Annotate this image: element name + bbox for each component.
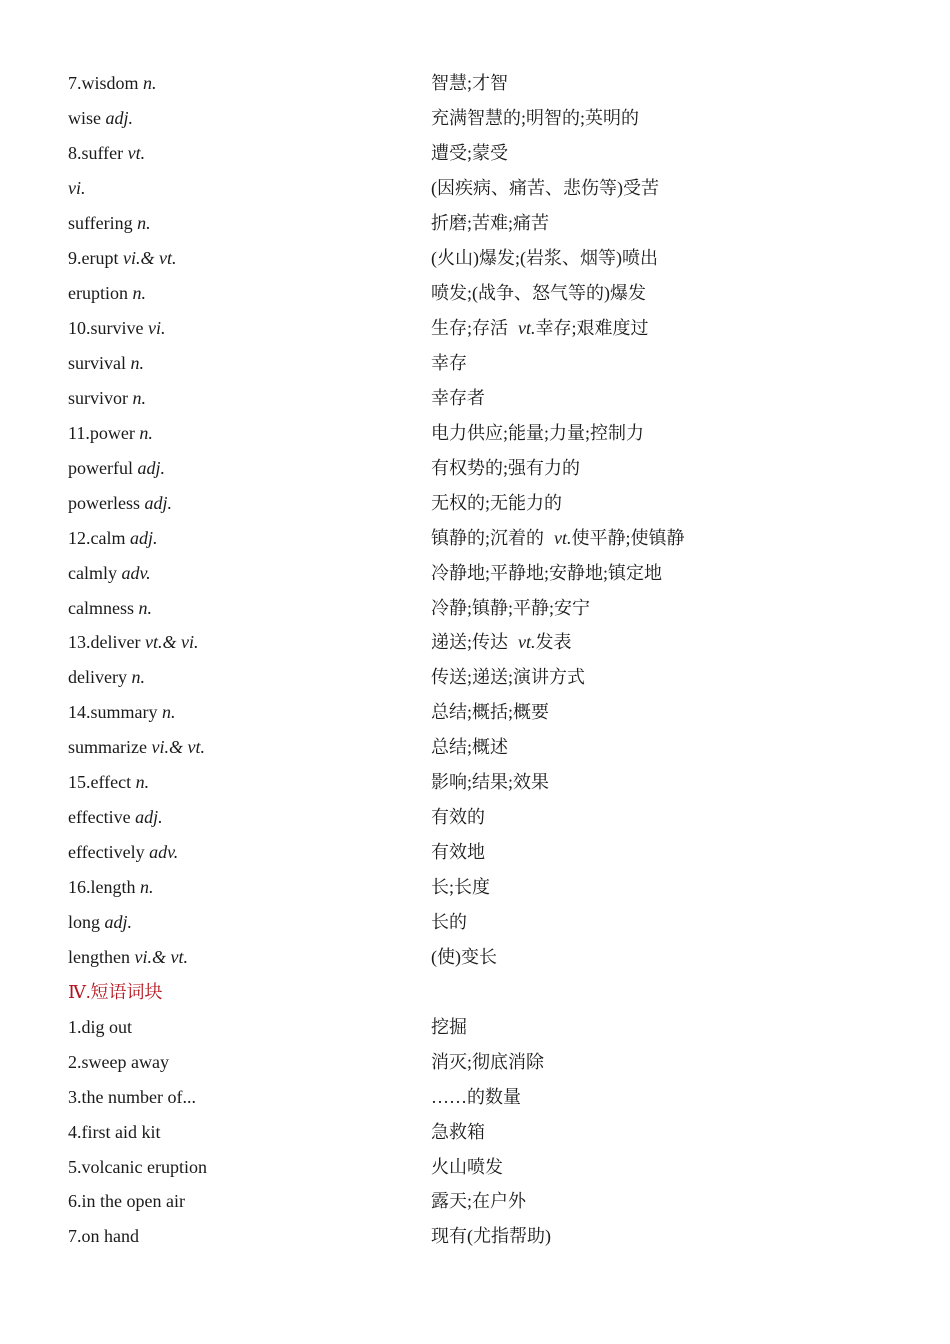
vocab-row [68,695,888,730]
phrase-meaning: 火山喷发 [431,1156,503,1177]
vocab-meaning: 有权势的;强有力的 [431,457,581,478]
word-text: delivery [68,667,127,688]
part-of-speech: vt. [127,143,146,164]
vocab-word [68,597,431,619]
vocab-meaning: 传送;递送;演讲方式 [431,667,586,688]
vocab-word [68,212,431,234]
vocab-row [68,171,888,206]
part-of-speech: n. [143,73,157,94]
vocab-row [68,870,888,905]
phrase-row [68,1079,888,1114]
phrase-meaning: 挖掘 [431,1016,467,1037]
part-of-speech: adj. [137,457,165,478]
word-text: powerless [68,492,140,513]
extra-meaning-text: 幸存;艰难度过 [535,318,649,339]
vocab-meaning: 有效地 [431,842,485,863]
extra-part-of-speech: vt. [518,318,536,339]
meaning-text: 镇静的;沉着的 [431,527,545,548]
vocab-word [68,247,431,269]
vocab-word [68,457,431,479]
vocab-row [68,206,888,241]
part-of-speech: adj. [144,492,172,513]
phrase-row [68,1149,888,1184]
vocab-meaning [431,631,888,653]
vocab-row [68,730,888,765]
part-of-speech: adj. [104,911,133,932]
vocab-row [68,625,888,660]
vocab-word [68,562,431,584]
vocab-word [68,177,431,199]
vocab-meaning: 幸存 [431,352,467,373]
vocab-row [68,520,888,555]
vocab-word [68,422,431,444]
vocab-row [68,660,888,695]
vocab-meaning: 有效的 [431,807,485,828]
word-text: 16.length [68,877,136,898]
phrase-meaning: 消灭;彻底消除 [431,1051,545,1072]
part-of-speech: adv. [149,842,179,863]
extra-part-of-speech: vt. [518,632,536,653]
vocab-word [68,806,431,828]
phrase-text: 7.on hand [68,1226,139,1247]
part-of-speech: n. [140,877,154,898]
vocab-meaning: (火山)爆发;(岩浆、烟等)喷出 [431,248,658,269]
extra-part-of-speech: vt. [554,527,572,548]
phrase-text: 6.in the open air [68,1191,185,1212]
part-of-speech: adj. [135,807,163,828]
vocab-word [68,142,431,164]
part-of-speech: n. [132,283,146,304]
vocab-word [68,72,431,94]
word-text: eruption [68,283,128,304]
part-of-speech: vi.& vt. [151,737,205,758]
vocab-word [68,736,431,758]
word-text: effective [68,807,131,828]
vocab-meaning: 电力供应;能量;力量;控制力 [431,422,645,443]
vocab-meaning [431,527,888,549]
vocab-row [68,800,888,835]
vocab-row [68,485,888,520]
vocab-meaning: (因疾病、痛苦、悲伤等)受苦 [431,178,659,199]
part-of-speech: vi.& vt. [122,248,177,269]
vocab-meaning: 影响;结果;效果 [431,772,550,793]
vocab-word [68,841,431,863]
vocab-meaning: 充满智慧的;明智的;英明的 [431,108,640,129]
section-title: 短语词块 [90,981,163,1002]
vocab-meaning: 冷静;镇静;平静;安宁 [431,597,591,618]
vocab-word [68,911,431,933]
vocab-word [68,771,431,793]
vocab-row [68,380,888,415]
vocab-word [68,492,431,514]
vocab-row [68,905,888,940]
vocab-row [68,590,888,625]
word-text: calmness [68,597,134,618]
vocab-row [68,346,888,381]
vocab-meaning: 总结;概括;概要 [431,702,550,723]
word-text: powerful [68,457,133,478]
extra-meaning-text: 发表 [535,632,572,653]
phrase-text: 5.volcanic eruption [68,1156,207,1177]
vocab-meaning: 智慧;才智 [431,73,509,94]
word-text: lengthen [68,946,130,967]
vocab-row [68,136,888,171]
vocab-word [68,527,431,549]
vocab-word [68,352,431,374]
part-of-speech: n. [132,387,146,408]
phrase-text: 2.sweep away [68,1051,169,1072]
part-of-speech: n. [162,702,176,723]
section-heading [68,974,888,1009]
word-text: suffering [68,213,133,234]
phrase-text: 3.the number of... [68,1086,196,1107]
vocab-row [68,101,888,136]
part-of-speech: n. [135,772,150,793]
section-numeral: Ⅳ. [68,981,91,1002]
vocab-word [68,107,431,129]
vocab-word [68,282,431,304]
vocab-meaning: 无权的;无能力的 [431,492,563,513]
meaning-text: 生存;存活 [431,318,509,339]
part-of-speech: n. [137,213,151,234]
vocab-row [68,939,888,974]
vocab-word [68,946,431,968]
word-text: survival [68,352,126,373]
vocab-row [68,311,888,346]
vocab-word [68,701,431,723]
extra-meaning-text: 使平静;使镇静 [571,527,685,548]
word-text: survivor [68,387,128,408]
vocab-word [68,666,431,688]
phrase-row [68,1184,888,1219]
part-of-speech: vt.& vi. [144,632,199,653]
phrase-meaning: 露天;在户外 [431,1191,527,1212]
vocab-meaning: 喷发;(战争、怒气等的)爆发 [431,283,646,304]
word-text: 14.summary [68,702,158,723]
phrase-row [68,1114,888,1149]
word-text: summarize [68,737,147,758]
word-text: long [68,911,101,932]
part-of-speech: vi.& vt. [134,946,188,967]
word-text: 13.deliver [68,632,141,653]
vocab-row [68,450,888,485]
part-of-speech: adv. [121,562,151,583]
vocab-row [68,276,888,311]
vocabulary-list [68,66,888,1254]
part-of-speech: vi. [68,178,86,199]
phrase-meaning: 现有(尤指帮助) [431,1226,551,1247]
vocab-meaning: 折磨;苦难;痛苦 [431,213,550,234]
word-text: 11.power [68,422,135,443]
vocab-word [68,387,431,409]
vocab-meaning: (使)变长 [431,946,497,967]
word-text: 10.survive [68,318,144,339]
phrase-meaning: 急救箱 [431,1121,485,1142]
word-text: calmly [68,562,117,583]
part-of-speech: n. [131,667,145,688]
vocab-meaning: 幸存者 [431,387,485,408]
word-text: effectively [68,842,145,863]
part-of-speech: vi. [148,318,166,339]
phrase-text: 1.dig out [68,1016,133,1037]
vocab-row [68,415,888,450]
vocab-word [68,317,431,339]
phrase-meaning: ……的数量 [431,1086,521,1107]
word-text: wise [68,108,101,129]
phrase-row [68,1219,888,1254]
phrase-row [68,1009,888,1044]
part-of-speech: n. [139,422,153,443]
vocab-word [68,631,431,653]
vocab-meaning: 总结;概述 [431,737,509,758]
vocab-row [68,66,888,101]
part-of-speech: n. [138,597,152,618]
vocab-word [68,876,431,898]
word-text: 7.wisdom [68,73,139,94]
word-text: 15.effect [68,772,132,793]
vocab-meaning: 长;长度 [431,877,491,898]
vocab-meaning: 遭受;蒙受 [431,143,509,164]
word-text: 9.erupt [68,248,119,269]
vocab-row [68,765,888,800]
phrase-text: 4.first aid kit [68,1121,161,1142]
word-text: 8.suffer [68,143,124,164]
vocab-meaning [431,317,888,339]
vocab-row [68,555,888,590]
part-of-speech: adj. [129,527,158,548]
part-of-speech: adj. [105,108,134,129]
word-text: 12.calm [68,527,126,548]
phrase-row [68,1044,888,1079]
vocab-meaning: 冷静地;平静地;安静地;镇定地 [431,562,663,583]
part-of-speech: n. [130,352,144,373]
meaning-text: 递送;传达 [431,632,509,653]
vocab-meaning: 长的 [431,911,467,932]
vocab-row [68,241,888,276]
vocab-row [68,835,888,870]
